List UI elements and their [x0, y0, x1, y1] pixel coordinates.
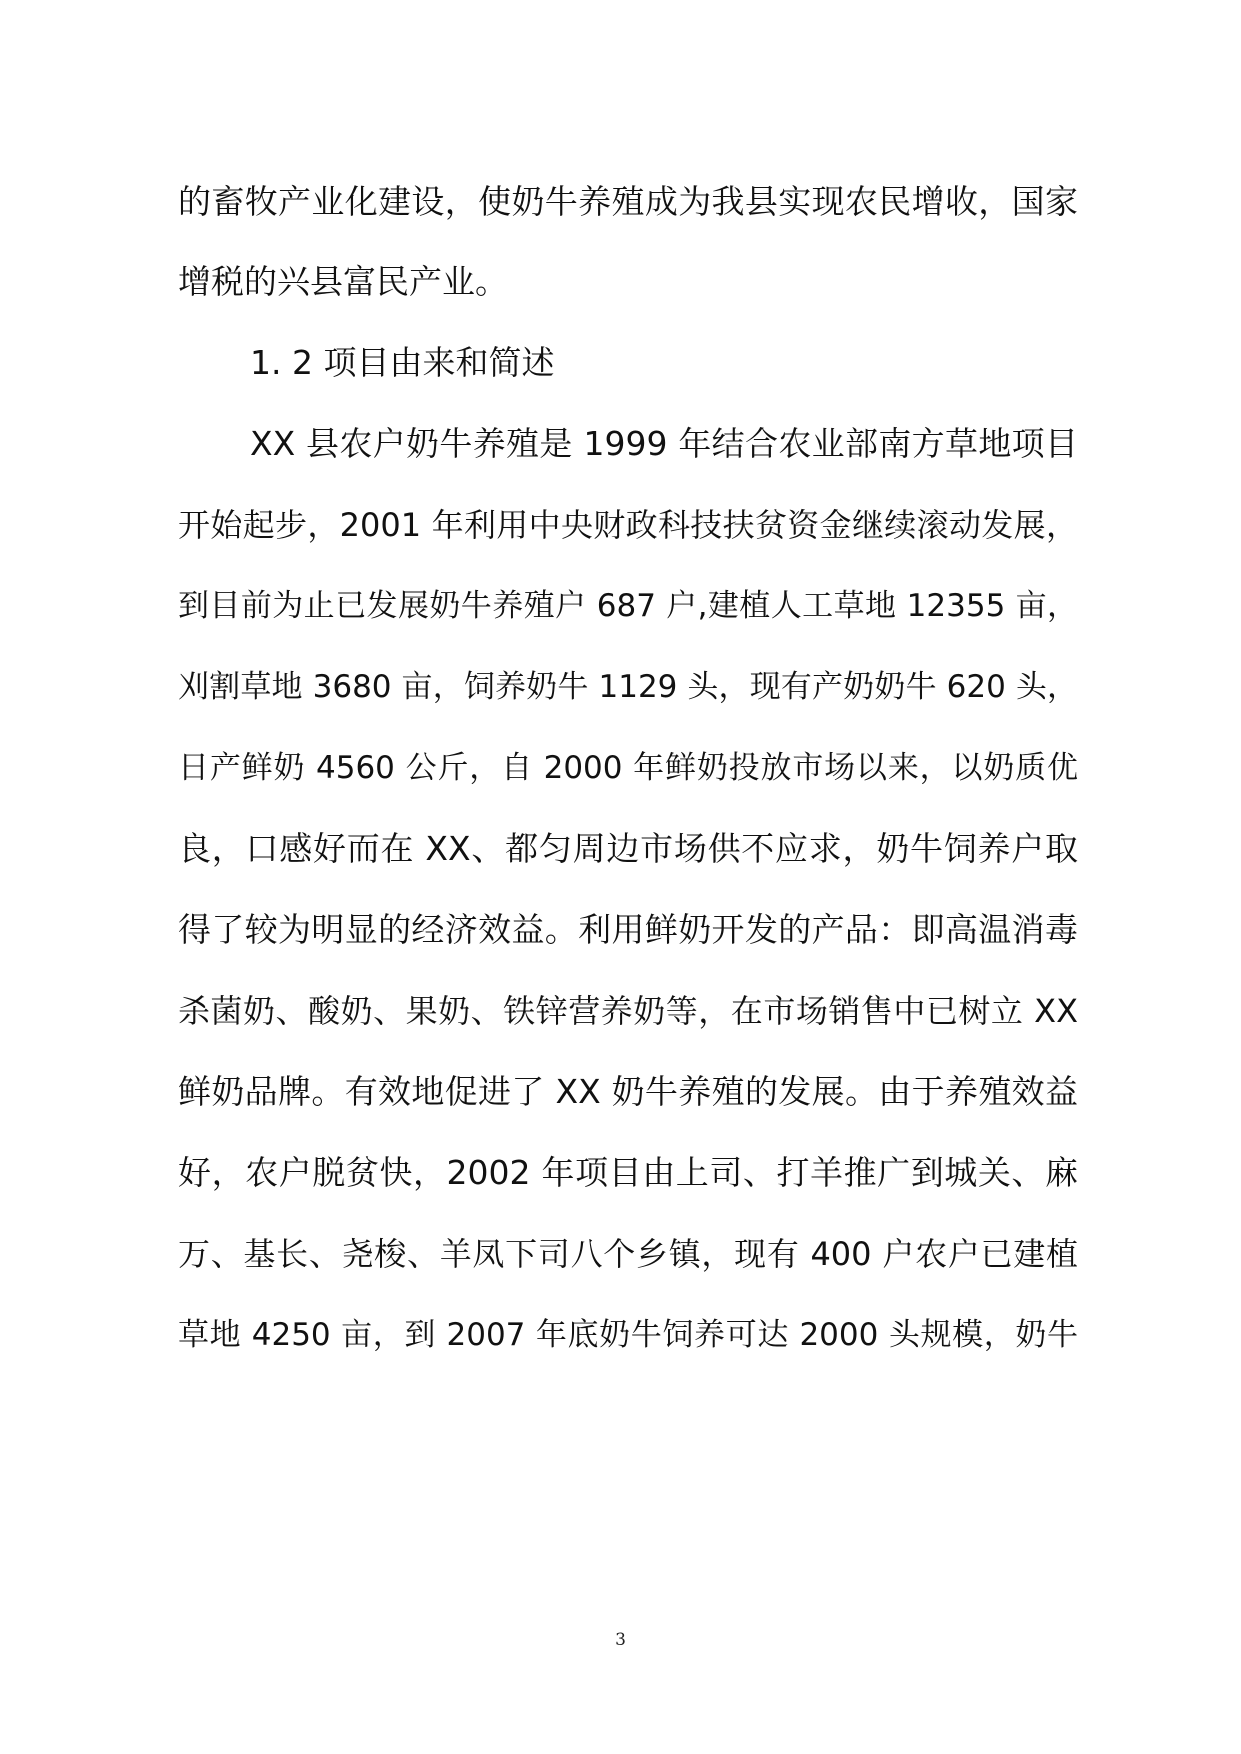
text-line-14: 万、基长、尧梭、羊凤下司八个乡镇，现有 400 户农户已建植 [178, 1235, 1078, 1273]
text-line-15: 草地 4250 亩，到 2007 年底奶牛饲养可达 2000 头规模，奶牛 [178, 1317, 1078, 1353]
text-line-11: 杀菌奶、酸奶、果奶、铁锌营养奶等，在市场销售中已树立 XX [178, 992, 1078, 1030]
text-line-4: XX 县农户奶牛养殖是 1999 年结合农业部南方草地项目 [250, 424, 1078, 463]
text-line-8: 日产鲜奶 4560 公斤，自 2000 年鲜奶投放市场以来，以奶质优 [178, 750, 1078, 786]
section-heading: 1. 2 项目由来和简述 [250, 343, 555, 382]
text-line-10: 得了较为明显的经济效益。利用鲜奶开发的产品：即高温消毒 [178, 910, 1078, 949]
text-line-12: 鲜奶品牌。有效地促进了 XX 奶牛养殖的发展。由于养殖效益 [178, 1072, 1078, 1111]
text-line-9: 良，口感好而在 XX、都匀周边市场供不应求，奶牛饲养户取 [178, 829, 1078, 868]
page-number: 3 [615, 1630, 626, 1650]
text-line-13: 好，农户脱贫快，2002 年项目由上司、打羊推广到城关、麻 [178, 1153, 1078, 1192]
text-line-5: 开始起步，2001 年利用中央财政科技扶贫资金继续滚动发展， [178, 506, 1078, 544]
text-line-7: 刈割草地 3680 亩，饲养奶牛 1129 头，现有产奶奶牛 620 头， [178, 669, 1078, 705]
text-line-1: 的畜牧产业化建设，使奶牛养殖成为我县实现农民增收，国家 [178, 182, 1078, 221]
text-line-2: 增税的兴县富民产业。 [178, 262, 508, 301]
text-line-6: 到目前为止已发展奶牛养殖户 687 户,建植人工草地 12355 亩， [178, 588, 1078, 624]
